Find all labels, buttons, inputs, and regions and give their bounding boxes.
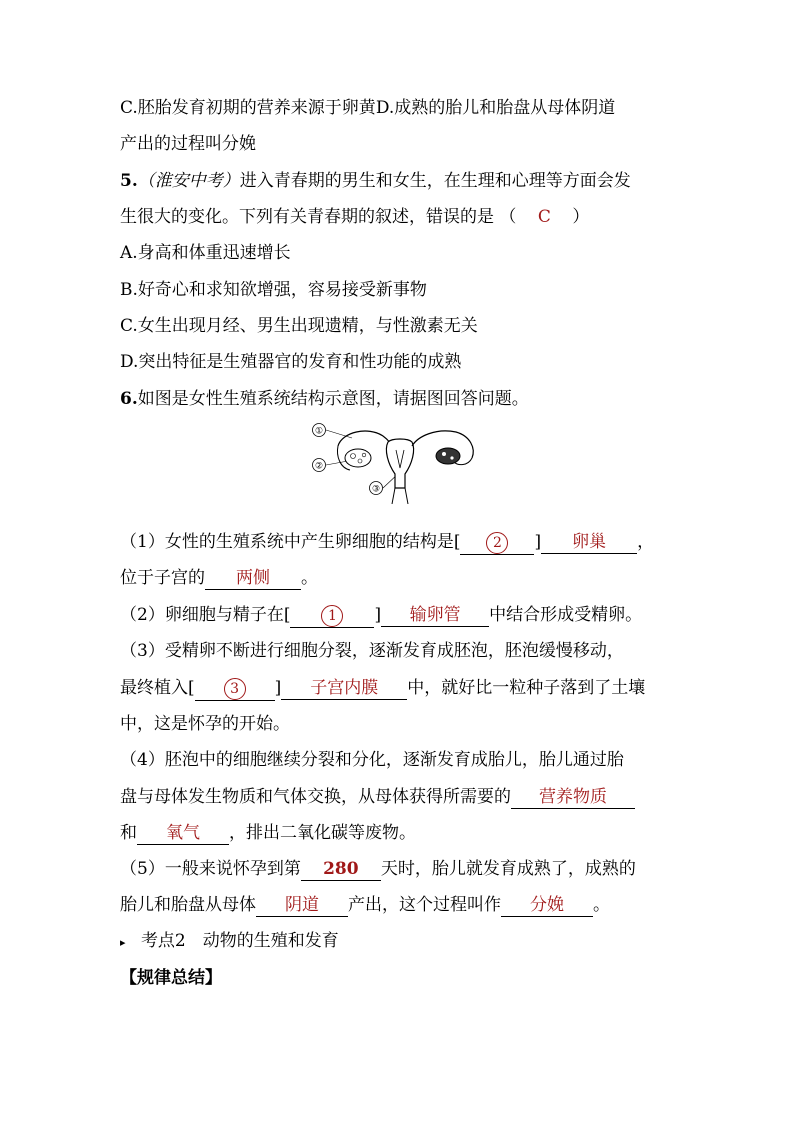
q6-p2-name-blank xyxy=(381,604,489,627)
section-title: 考点2 动物的生殖和发育 xyxy=(140,931,339,951)
q5-stem-1: 进入青春期的男生和女生，在生理和心理等方面会发 xyxy=(239,171,631,191)
q6-p5b-answer2: 分娩 xyxy=(530,895,564,915)
q5-number: 5. xyxy=(120,171,138,191)
label-1: ① xyxy=(314,426,324,437)
q5-paren-open: （ xyxy=(499,207,517,227)
q6-p3b-num-blank xyxy=(195,677,275,701)
q6-stem-line xyxy=(120,388,529,410)
q6-p5b-mid: 产出，这个过程叫作 xyxy=(348,895,501,915)
q4-option-d-cont xyxy=(120,133,256,155)
q6-p3a: （3）受精卵不断进行细胞分裂，逐渐发育成胚泡，胚泡缓慢移动， xyxy=(120,641,624,661)
q6-p4b-prefix: 盘与母体发生物质和气体交换，从母体获得所需要的 xyxy=(120,787,511,807)
q6-p3b-name-blank xyxy=(281,677,407,700)
label-3: ③ xyxy=(371,484,381,495)
q4-option-c: C.胚胎发育初期的营养来源于卵黄 xyxy=(120,98,376,118)
q6-p2-name: 输卵管 xyxy=(409,605,461,625)
q5-answer: C xyxy=(537,207,551,227)
q6-p5b-suffix: 。 xyxy=(593,895,610,915)
pointer-line-2 xyxy=(326,461,348,465)
section-summary: 【规律总结】 xyxy=(120,968,222,988)
q6-p2-num: 1 xyxy=(321,605,343,627)
q5-option-b: B.好奇心和求知欲增强，容易接受新事物 xyxy=(120,280,427,300)
q6-p1b-blank xyxy=(205,567,301,590)
q6-p5b-answer1: 阴道 xyxy=(285,895,319,915)
q4-option-d-cont-text: 产出的过程叫分娩 xyxy=(120,134,256,154)
q6-p3b-num: 3 xyxy=(224,678,246,700)
q6-p1b-prefix: 位于子宫的 xyxy=(120,568,205,588)
q6-number: 6. xyxy=(120,389,138,409)
q6-p4b-answer: 营养物质 xyxy=(539,787,607,807)
q6-p2-suffix: 中结合形成受精卵。 xyxy=(489,605,643,625)
q5-stem-line1 xyxy=(120,170,631,192)
q6-p1-name: 卵巢 xyxy=(572,532,607,552)
q6-p1-num-blank xyxy=(460,531,534,555)
q6-p1-num: 2 xyxy=(486,532,508,554)
q6-p1b-suffix: 。 xyxy=(301,568,318,588)
q6-p1-name-blank xyxy=(541,531,637,554)
q6-p4c-answer: 氧气 xyxy=(166,823,200,843)
uterus-diagram-svg xyxy=(308,418,486,504)
section-heading xyxy=(120,930,339,954)
q6-p5b-blank2 xyxy=(501,894,593,917)
q6-p2-num-blank xyxy=(290,604,374,628)
q6-p5a xyxy=(120,858,636,881)
q6-p1-prefix: （1）女性的生殖系统中产生卵细胞的结构是[ xyxy=(120,532,461,552)
q6-p1-mid: ] xyxy=(534,532,542,552)
left-ovary xyxy=(345,449,371,467)
q6-p5a-suffix: 天时，胎儿就发育成熟了，成熟的 xyxy=(380,859,636,879)
q6-p4c-prefix: 和 xyxy=(120,823,137,843)
q6-p5b-blank1 xyxy=(256,894,348,917)
right-ovary xyxy=(436,448,460,464)
q5-source: （淮安中考） xyxy=(137,171,240,191)
q6-p3b xyxy=(120,677,645,701)
q6-p3b-mid: ] xyxy=(274,678,282,698)
q5-paren-close: ） xyxy=(572,207,590,227)
label-2: ② xyxy=(314,461,324,472)
q5-option-a: A.身高和体重迅速增长 xyxy=(120,243,291,263)
q4-option-d: D.成熟的胎儿和胎盘从母体阴道 xyxy=(375,98,616,118)
q6-p3b-name: 子宫内膜 xyxy=(310,678,379,698)
q6-p4b-blank xyxy=(511,786,635,809)
q6-p4c xyxy=(120,822,416,845)
q5-option-d: D.突出特征是生殖器官的发育和性功能的成熟 xyxy=(120,352,462,372)
q6-p2-mid: ] xyxy=(374,605,382,625)
q6-p3c: 中，这是怀孕的开始。 xyxy=(120,714,290,734)
q6-p3b-prefix: 最终植入[ xyxy=(120,678,195,698)
pointer-line-1 xyxy=(326,430,352,438)
q6-p5b xyxy=(120,894,610,917)
q6-p4b xyxy=(120,786,635,809)
q6-stem: 如图是女性生殖系统结构示意图，请据图回答问题。 xyxy=(137,389,529,409)
q5-stem-line2 xyxy=(120,206,589,228)
q6-p5a-prefix: （5）一般来说怀孕到第 xyxy=(120,859,301,879)
female-reproductive-diagram xyxy=(308,418,486,504)
q4-options-line xyxy=(120,97,615,119)
q6-p1-suffix: ， xyxy=(637,532,655,552)
q6-p2 xyxy=(120,604,642,628)
q6-p5b-prefix: 胎儿和胎盘从母体 xyxy=(120,895,256,915)
q6-p5a-answer: 280 xyxy=(323,859,359,879)
q6-p4c-suffix: ，排出二氧化碳等废物。 xyxy=(229,823,416,843)
q6-p1b-answer: 两侧 xyxy=(236,568,270,588)
q6-p4c-blank xyxy=(137,822,229,845)
q6-p1 xyxy=(120,531,654,555)
q5-stem-2: 生很大的变化。下列有关青春期的叙述，错误的是 xyxy=(120,207,494,227)
q6-p3b-suffix: 中，就好比一粒种子落到了土壤 xyxy=(407,678,646,698)
q6-p1b xyxy=(120,567,318,590)
q6-p5a-blank xyxy=(301,858,381,881)
section-marker-icon: ▸ xyxy=(120,936,126,949)
q6-p2-prefix: （2）卵细胞与精子在[ xyxy=(120,605,291,625)
q6-p4a: （4）胚泡中的细胞继续分裂和分化，逐渐发育成胎儿，胎儿通过胎 xyxy=(120,750,624,770)
q5-option-c: C.女生出现月经、男生出现遗精，与性激素无关 xyxy=(120,316,478,336)
